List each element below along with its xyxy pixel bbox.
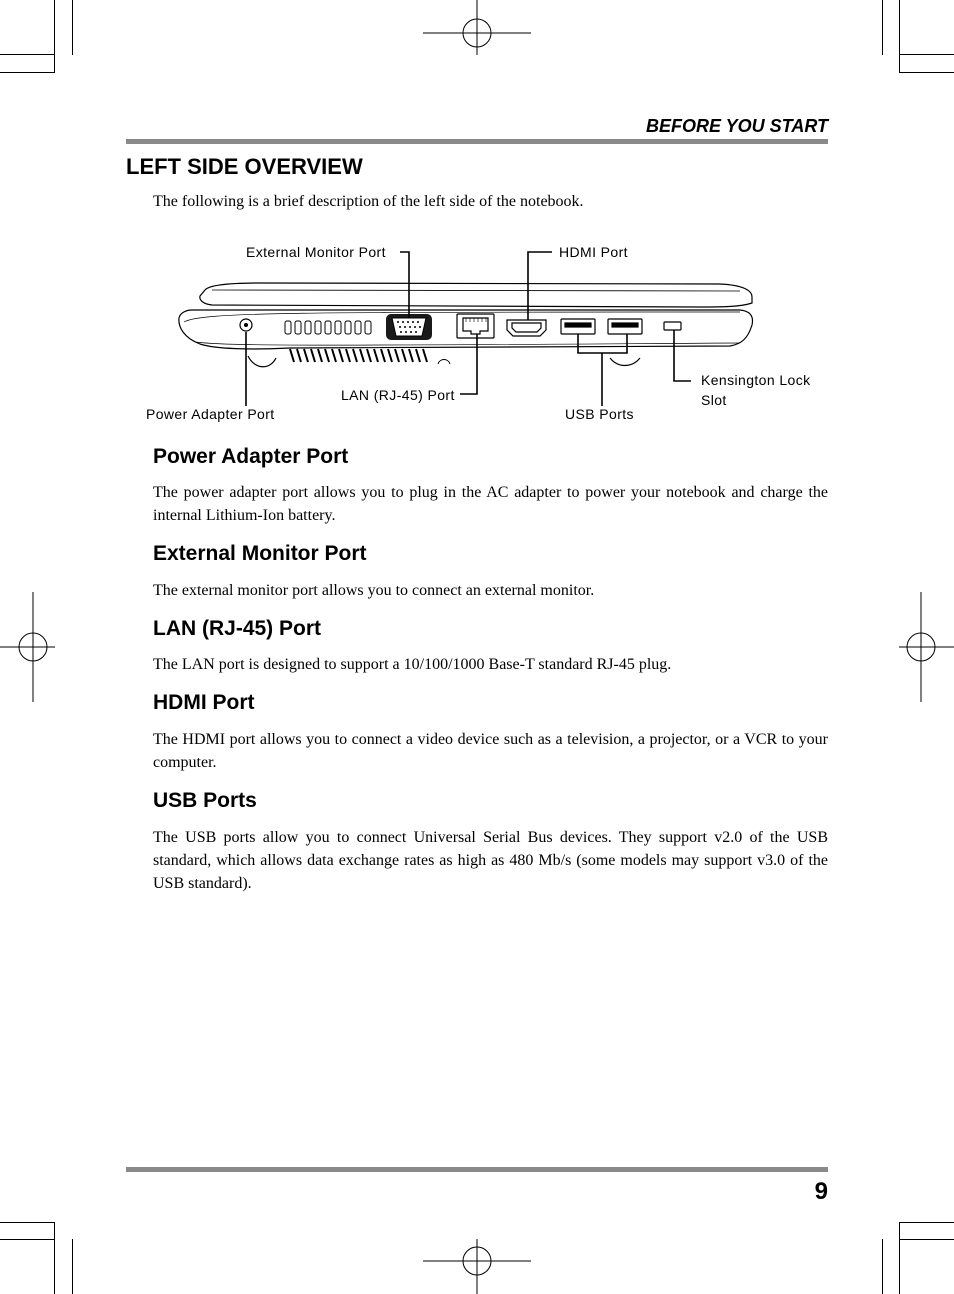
footer-rule (126, 1167, 828, 1172)
section-heading-power: Power Adapter Port (153, 445, 349, 468)
intro-text: The following is a brief description of the left side of the notebook. (153, 193, 584, 210)
lan-port-icon (457, 314, 494, 338)
section-heading-external-monitor: External Monitor Port (153, 542, 367, 565)
callout-power: Power Adapter Port (146, 406, 275, 422)
callout-external-monitor: External Monitor Port (246, 244, 386, 260)
running-header: BEFORE YOU START (645, 116, 828, 136)
kensington-slot-icon (664, 322, 681, 330)
section-body-usb: The USB ports allow you to connect Universal Serial Bus devices. They support v2.0 of the USB standard, which allows data exchange rates as high as 480 Mb/s (some models may support v3.0 of the USB standard). (153, 829, 828, 892)
callout-hdmi: HDMI Port (559, 244, 628, 260)
page-title: LEFT SIDE OVERVIEW (126, 154, 363, 179)
callout-kensington-line1: Kensington Lock (701, 372, 811, 388)
callout-kensington-line2: Slot (701, 392, 727, 408)
callout-lan: LAN (RJ-45) Port (341, 387, 455, 403)
hdmi-port-icon (507, 320, 546, 336)
section-body-lan: The LAN port is designed to support a 10/100/1000 Base-T standard RJ-45 plug. (153, 656, 672, 673)
usb-port-icon (561, 319, 642, 334)
section-body-hdmi: The HDMI port allows you to connect a video device such as a television, a projector, or a VCR to your computer. (153, 731, 828, 771)
callout-usb: USB Ports (565, 406, 634, 422)
page-number: 9 (814, 1178, 828, 1205)
section-body-external-monitor: The external monitor port allows you to connect an external monitor. (153, 582, 595, 599)
section-heading-lan: LAN (RJ-45) Port (153, 617, 322, 640)
section-body-power: The power adapter port allows you to plug in the AC adapter to power your notebook and charge the internal Lithium-Ion battery. (153, 484, 828, 524)
section-heading-hdmi: HDMI Port (153, 691, 255, 714)
section-heading-usb: USB Ports (153, 789, 257, 812)
